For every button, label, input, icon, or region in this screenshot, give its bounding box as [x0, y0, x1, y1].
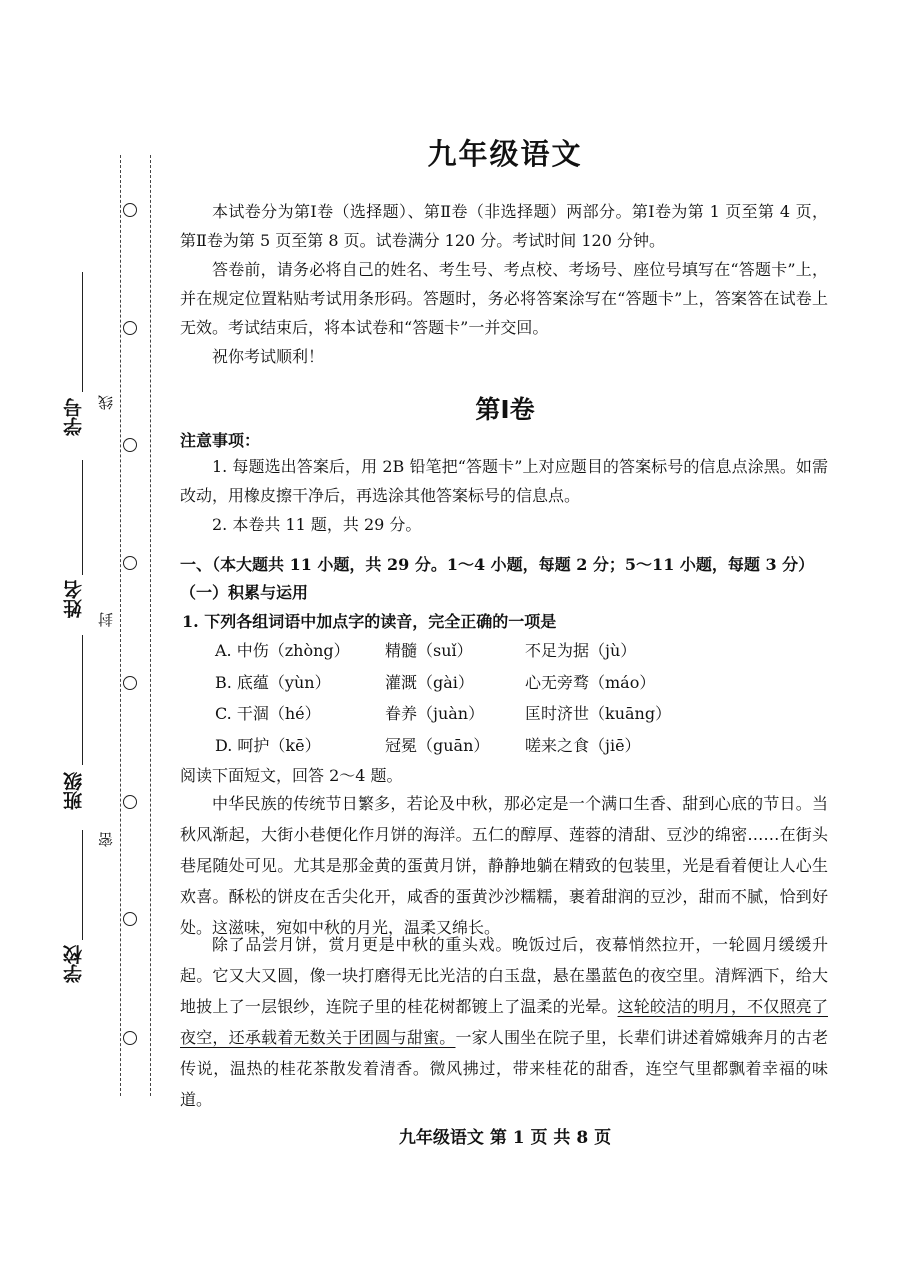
option-word: C. 干涸（hé）: [215, 704, 321, 723]
option-word: 心无旁骛（máo）: [525, 673, 656, 692]
notice-item-1: 1. 每题选出答案后，用 2B 铅笔把“答题卡”上对应题目的答案标号的信息点涂黑。如需改动，用橡皮擦干净后，再选涂其他答案标号的信息点。: [180, 457, 828, 505]
binding-hole-circle: [123, 912, 137, 926]
seal-mark-secret: 密: [97, 832, 115, 847]
student-id-label: 学号: [63, 398, 85, 436]
question-1-stem: 1. 下列各组词语中加点字的读音，完全正确的一项是: [182, 612, 557, 631]
part-heading: 一、（本大题共 11 小题，共 29 分。1～4 小题，每题 2 分；5～11 小题，每题 3 分）: [180, 555, 815, 574]
binding-hole-circle: [123, 795, 137, 809]
notice-heading: 注意事项：: [180, 431, 261, 450]
option-word: 灌溉（gài）: [385, 673, 474, 692]
school-fill-line: [82, 830, 83, 940]
underlined-sentence: 这轮皎洁的明月，不仅照亮了夜空，还承载着无数关于团圆与甜蜜。: [180, 997, 828, 1047]
option-word: 不足为据（jù）: [525, 641, 637, 660]
binding-hole-circle: [123, 438, 137, 452]
intro-paragraph-1: 本试卷分为第Ⅰ卷（选择题）、第Ⅱ卷（非选择题）两部分。第Ⅰ卷为第 1 页至第 4 页，第Ⅱ卷为第 5 页至第 8 页。试卷满分 120 分。考试时间 120 分钟。: [180, 202, 828, 250]
question-1-option-a: [215, 638, 815, 666]
passage-paragraph-1: 中华民族的传统节日繁多，若论及中秋，那必定是一个满口生香、甜到心底的节日。当秋风渐起，大街小巷便化作月饼的海洋。五仁的醇厚、莲蓉的清甜、豆沙的绵密……在街头巷尾随处可见。尤其是那金黄的蛋黄月饼，静静地躺在精致的包装里，光是看着便让人心生欢喜。酥松的饼皮在舌尖化开，咸香的蛋黄沙沙糯糯，裹着甜润的豆沙，甜而不腻，恰到好处。这滋味，宛如中秋的月光，温柔又绵长。: [180, 794, 828, 937]
seal-mark-seal: 封: [97, 612, 115, 627]
name-fill-line: [82, 460, 83, 575]
student-id-fill-line: [82, 272, 83, 392]
binding-hole-circle: [123, 321, 137, 335]
option-word: B. 底蕴（yùn）: [215, 673, 331, 692]
option-word: 精髓（suǐ）: [385, 641, 473, 660]
notice-item-2: 2. 本卷共 11 题，共 29 分。: [212, 515, 422, 534]
question-1-option-d: [215, 733, 815, 761]
option-word: 嗟来之食（jiē）: [525, 736, 641, 755]
passage-paragraph-2: [180, 929, 828, 1115]
intro-paragraph-2: 答卷前，请务必将自己的姓名、考生号、考点校、考场号、座位号填写在“答题卡”上，并在规定位置粘贴考试用条形码。答题时，务必将答案涂写在“答题卡”上，答案答在试卷上无效。考试结束后，将本试卷和“答题卡”一并交回。: [180, 260, 828, 337]
seal-mark-line: 线: [97, 395, 115, 410]
section-title: 第Ⅰ卷: [475, 395, 535, 424]
binding-dashed-line-outer: [120, 155, 121, 1096]
exam-title: 九年级语文: [427, 137, 583, 171]
reading-prompt: 阅读下面短文，回答 2～4 题。: [180, 766, 403, 785]
passage-text: 除了品尝月饼，赏月更是中秋的重头戏。晚饭过后，夜幕悄然拉开，一轮圆月缓缓升起。它又大又圆，像一块打磨得无比光洁的白玉盘，悬在墨蓝色的夜空里。清辉洒下，给大地披上了一层银纱，连院子里的桂花树都镀上了温柔的光晕。: [180, 935, 828, 1016]
binding-hole-circle: [123, 556, 137, 570]
class-label: 班级: [63, 772, 85, 810]
option-word: D. 呵护（kē）: [215, 736, 321, 755]
option-word: 眷养（juàn）: [385, 704, 485, 723]
option-word: 匡时济世（kuāng）: [525, 704, 672, 723]
binding-hole-circle: [123, 203, 137, 217]
class-fill-line: [82, 635, 83, 765]
binding-dashed-line-inner: [150, 155, 151, 1096]
name-label: 姓名: [63, 580, 85, 618]
page-footer: 九年级语文 第 1 页 共 8 页: [398, 1128, 612, 1148]
option-word: A. 中伤（zhòng）: [215, 641, 350, 660]
option-word: 冠冕（guān）: [385, 736, 490, 755]
question-1-option-c: [215, 701, 815, 729]
question-1-option-b: [215, 670, 815, 698]
binding-hole-circle: [123, 676, 137, 690]
intro-paragraph-3: 祝你考试顺利！: [212, 347, 325, 366]
passage-text: 一家人围坐在院子里，长辈们讲述着嫦娥奔月的古老传说，温热的桂花茶散发着清香。微风拂过，带来桂花的甜香，连空气里都飘着幸福的味道。: [180, 1028, 828, 1109]
school-label: 学校: [63, 945, 85, 983]
sub-heading: （一）积累与运用: [180, 583, 309, 602]
binding-hole-circle: [123, 1031, 137, 1045]
